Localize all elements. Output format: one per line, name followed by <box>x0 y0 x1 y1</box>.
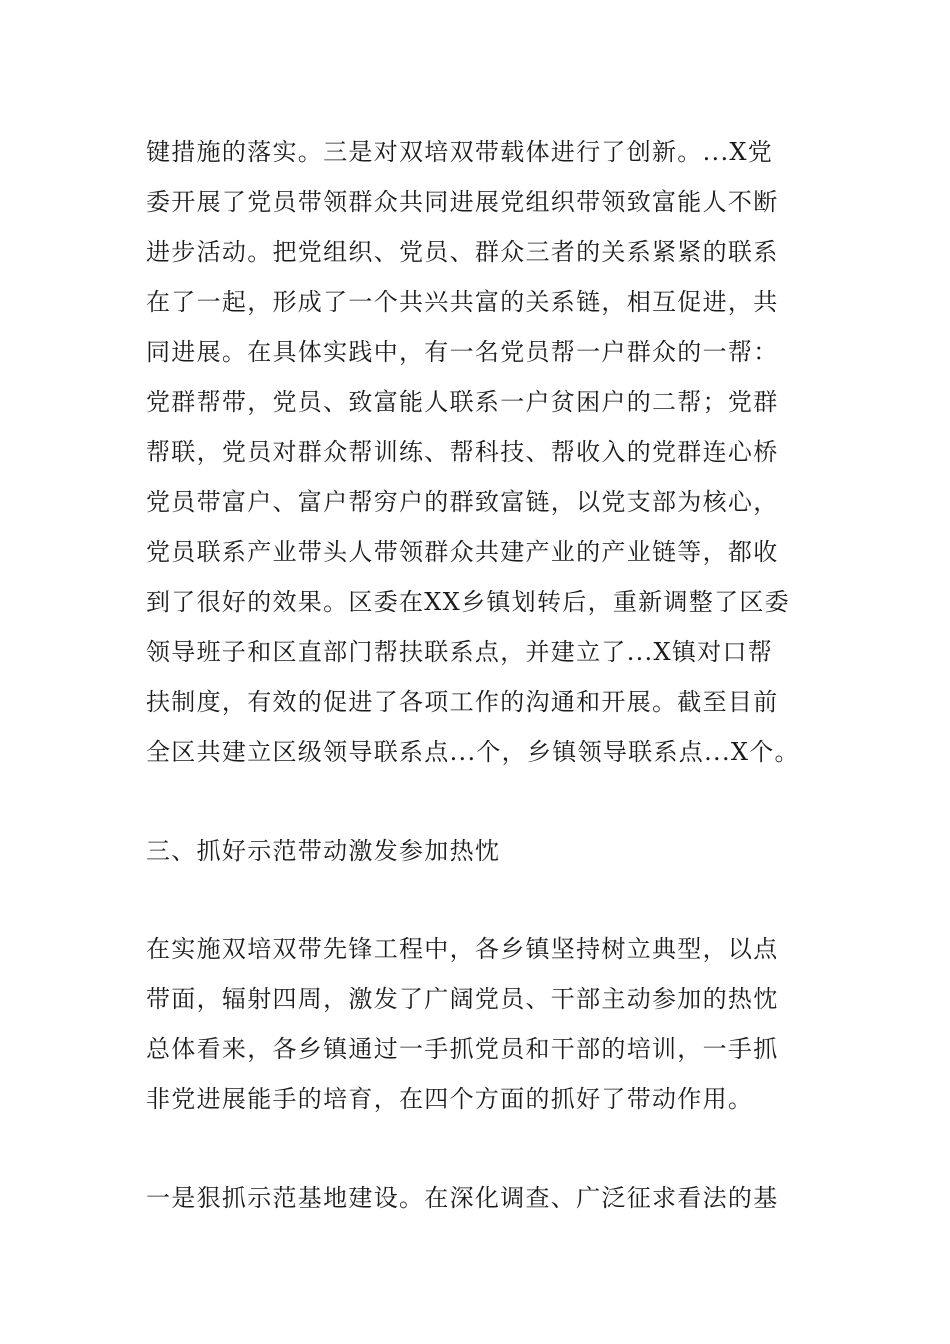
text-line: 党员联系产业带头人带领群众共建产业的产业链等，都收 <box>146 538 779 566</box>
text-line: 带面，辐射四周，激发了广阔党员、干部主动参加的热忱 <box>146 985 779 1013</box>
text-line: 委开展了党员带领群众共同进展党组织带领致富能人不断 <box>146 188 779 216</box>
text-line: 到了很好的效果。区委在XX乡镇划转后，重新调整了区委 <box>146 588 790 616</box>
text-line: 总体看来，各乡镇通过一手抓党员和干部的培训，一手抓 <box>146 1035 779 1063</box>
text-line: 党员带富户、富户帮穷户的群致富链，以党支部为核心， <box>146 488 779 516</box>
text-line: 同进展。在具体实践中，有一名党员帮一户群众的一帮： <box>146 338 779 366</box>
text-line: 党群帮带，党员、致富能人联系一户贫困户的二帮；党群 <box>146 388 779 416</box>
text-line: 键措施的落实。三是对双培双带载体进行了创新。...X党 <box>146 138 774 166</box>
text-line: 在了一起，形成了一个共兴共富的关系链，相互促进，共 <box>146 288 779 316</box>
text-line: 一是狠抓示范基地建设。在深化调查、广泛征求看法的基 <box>146 1184 779 1212</box>
text-line: 领导班子和区直部门帮扶联系点，并建立了...X镇对口帮 <box>146 638 774 666</box>
text-line: 全区共建立区级领导联系点...个，乡镇领导联系点...X个。 <box>146 738 800 766</box>
text-line: 扶制度，有效的促进了各项工作的沟通和开展。截至目前 <box>146 688 779 716</box>
text-line: 在实施双培双带先锋工程中，各乡镇坚持树立典型，以点 <box>146 935 779 963</box>
text-line: 进步活动。把党组织、党员、群众三者的关系紧紧的联系 <box>146 238 779 266</box>
section-heading: 三、抓好示范带动激发参加热忱 <box>146 837 501 865</box>
text-line: 帮联，党员对群众帮训练、帮科技、帮收入的党群连心桥 <box>146 438 779 466</box>
text-line: 非党进展能手的培育，在四个方面的抓好了带动作用。 <box>146 1085 754 1113</box>
